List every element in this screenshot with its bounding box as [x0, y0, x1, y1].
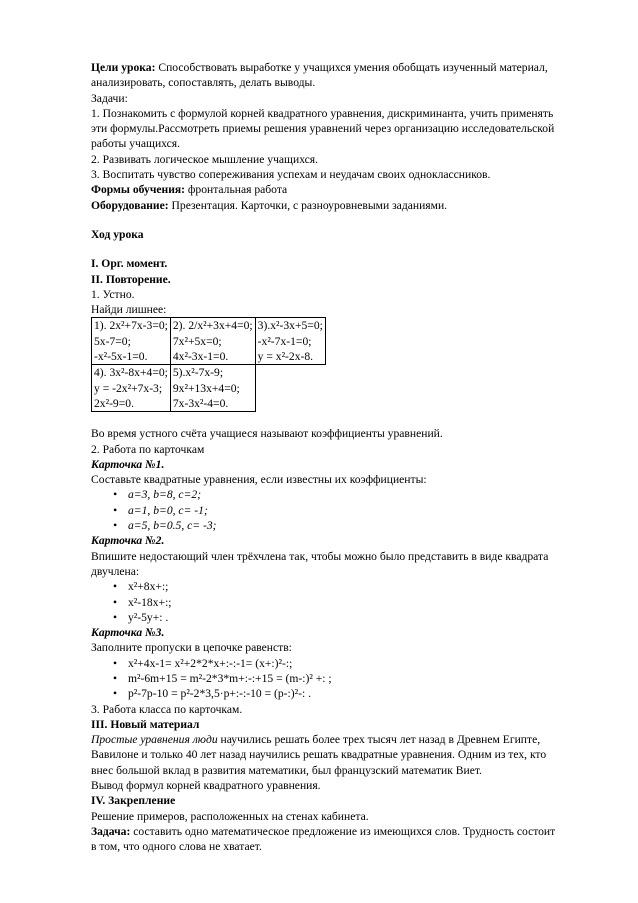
equation: 1). 2x²+7x-3=0; [94, 319, 168, 333]
equation: 7x-3x²-4=0. [172, 396, 229, 410]
goals-label: Цели урока: [91, 61, 156, 74]
class-work-label: 3. Работа класса по карточкам. [91, 702, 243, 716]
table-cell [170, 365, 255, 412]
list-item: • a=3, b=8, c=2; [128, 487, 561, 502]
equation: 5x-7=0; [94, 334, 131, 348]
forms-label: Формы обучения: [91, 183, 186, 197]
tasks-heading: Задачи: [91, 91, 128, 105]
card-2-text: Впишите недостающий член трёхчлена так, чтобы можно было представить в виде квадрата двучлена: [91, 549, 549, 578]
goals-text: Способствовать выработке у учащихся умения обобщать изученный материал, анализировать, сопоставлять, делать выводы. [91, 61, 548, 90]
lesson-plan-document [91, 60, 561, 855]
lesson-goals [91, 60, 561, 91]
list-item: • y²-5y+: . [128, 610, 561, 625]
list-item: • x²-18x+:; [128, 595, 561, 610]
equation: 4x²-3x-1=0. [172, 350, 229, 364]
card-2-title: Карточка №2. [91, 534, 165, 548]
new-material-text [91, 732, 561, 778]
new-material-body: научились решать более трех тысяч лет назад в Древнем Египте, Вавилоне и только 40 лет назад научились решать квадратные уравнения. Одним из тех, кто внес большой вклад в развития математики, был французский математик Виет. [91, 733, 547, 777]
lesson-heading: Ход урока [91, 227, 144, 241]
odd-one-out-label: Найди лишнее: [91, 303, 167, 317]
task-body: составить одно математическое предложение из имеющихся слов. Трудность состоит в том, что одного слова не хватает. [91, 824, 556, 854]
equation: 9x²+13x+4=0; [172, 381, 240, 395]
oral-note: Во время устного счёта учащиеся называют коэффициенты уравнений. [91, 427, 443, 441]
equation: y = x²-2x-8. [257, 350, 314, 364]
equation: -x²-7x-1=0; [257, 334, 312, 348]
list-item: • x²+4x-1= x²+2*2*x+:-:-1= (x+:)²-:; [128, 656, 561, 671]
cards-work-label: 2. Работа по карточкам [91, 442, 205, 456]
forms-of-learning [91, 182, 561, 197]
task-label: Задача: [91, 824, 131, 838]
list-item: • a=5, b=0.5, c= -3; [128, 518, 561, 533]
card-1-text: Составьте квадратные уравнения, если известны их коэффициенты: [91, 473, 427, 487]
table-cell-empty [255, 365, 325, 412]
stage-4-heading: IV. Закрепление [91, 794, 176, 808]
card-1-list [91, 487, 561, 533]
equipment [91, 198, 561, 213]
task-text [91, 824, 561, 855]
equation: 5).x²-7x-9; [172, 366, 224, 380]
list-item: • a=1, b=0, c= -1; [128, 503, 561, 518]
equation: y = -2x²+7x-3; [94, 381, 163, 395]
task-item-3: 3. Воспитать чувство сопереживания успехам и неудачам своих одноклассников. [91, 168, 491, 182]
equation: 2). 2/x²+3x+4=0; [172, 319, 253, 333]
task-item-2: 2. Развивать логическое мышление учащихся. [91, 152, 319, 166]
equation: 3).x²-3x+5=0; [257, 319, 323, 333]
card-3-list [91, 656, 561, 702]
equations-table [91, 317, 326, 412]
list-item: • m²-6m+15 = m²-2*3*m+:-:+15 = (m-:)² +: ; [128, 671, 561, 686]
derivation-text: Вывод формул корней квадратного уравнения. [91, 779, 321, 793]
table-cell [170, 318, 255, 365]
oral-label: 1. Устно. [91, 287, 135, 301]
list-item: • x²+8x+:; [128, 579, 561, 594]
table-cell [92, 365, 171, 412]
list-item: • p²-7p-10 = p²-2*3,5·p+:-:-10 = (p-:)²-: . [128, 686, 561, 701]
equation: 7x²+5x=0; [172, 334, 222, 348]
table-cell [255, 318, 325, 365]
equation: 2x²-9=0. [94, 396, 134, 410]
card-3-title: Карточка №3. [91, 626, 165, 640]
new-material-italic: Простые уравнения люди [91, 733, 218, 747]
stage-1-heading: I. Орг. момент. [91, 257, 168, 271]
task-item-1: 1. Познакомить с формулой корней квадратного уравнения, дискриминанта, учить применять эти формулы.Рассмотреть приемы решения уравнений через организацию исследовательской работы учащихся. [91, 106, 555, 151]
forms-text: фронтальная работа [185, 183, 288, 197]
reinforce-text: Решение примеров, расположенных на стенах кабинета. [91, 809, 369, 823]
card-3-text: Заполните пропуски в цепочке равенств: [91, 641, 292, 655]
equation: 4). 3x²-8x+4=0; [94, 366, 168, 380]
table-cell [92, 318, 171, 365]
equation: -x²-5x-1=0. [94, 350, 148, 364]
card-2-list [91, 579, 561, 625]
equipment-text: Презентация. Карточки, с разноуровневыми заданиями. [168, 198, 448, 212]
stage-2-heading: II. Повторение. [91, 272, 171, 286]
stage-3-heading: III. Новый материал [91, 717, 200, 731]
card-1-title: Карточка №1. [91, 457, 165, 471]
equipment-label: Оборудование: [91, 198, 169, 212]
